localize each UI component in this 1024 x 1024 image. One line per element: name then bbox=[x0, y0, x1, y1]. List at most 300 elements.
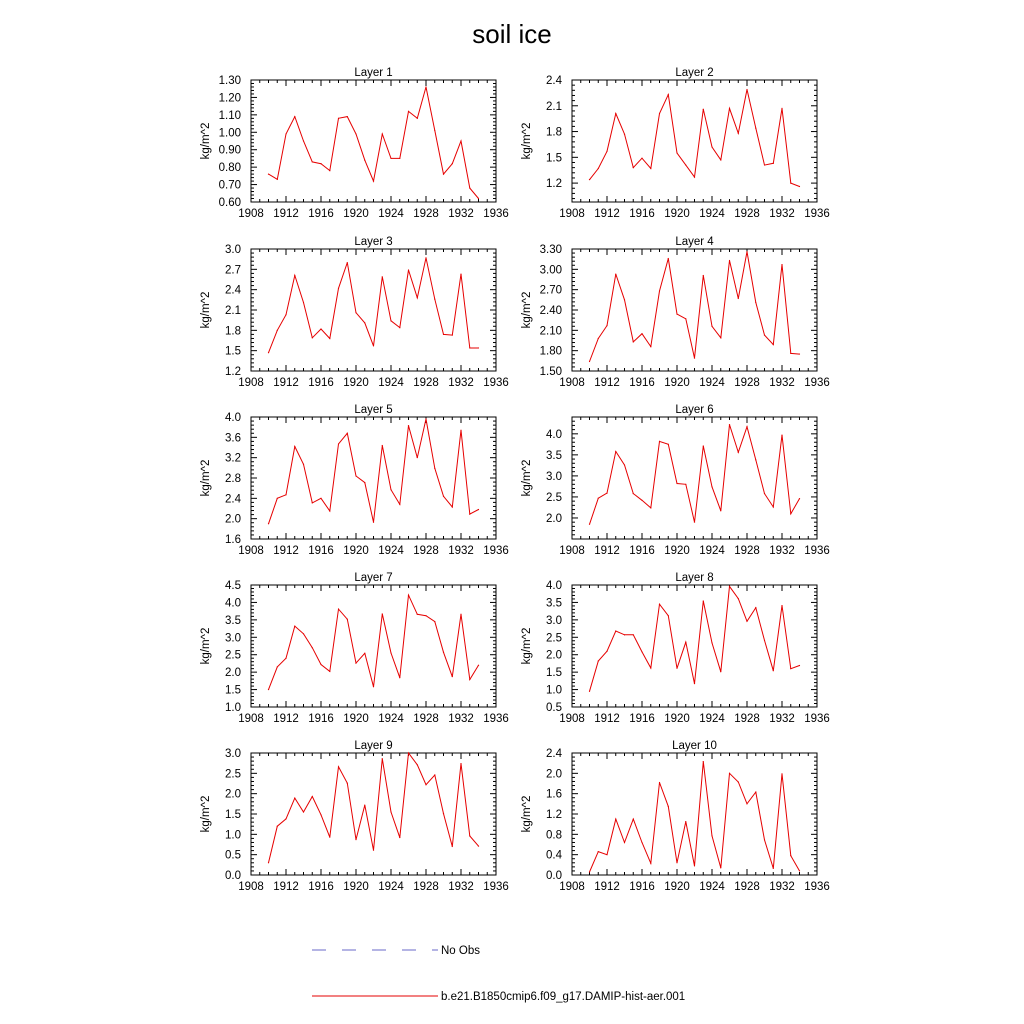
y-tick-label: 3.0 bbox=[546, 614, 562, 627]
data-point bbox=[781, 434, 782, 435]
data-point bbox=[469, 187, 470, 188]
data-point bbox=[773, 506, 774, 507]
x-tick-label: 1908 bbox=[559, 713, 585, 725]
data-point bbox=[478, 198, 479, 199]
data-point bbox=[720, 337, 721, 338]
y-tick-label: 2.5 bbox=[225, 649, 241, 662]
series-line bbox=[590, 425, 800, 525]
y-tick-label: 1.80 bbox=[539, 345, 562, 358]
data-point bbox=[694, 176, 695, 177]
series-line bbox=[269, 595, 479, 690]
data-point bbox=[755, 302, 756, 303]
data-point bbox=[312, 337, 313, 338]
data-point bbox=[799, 186, 800, 187]
figure-title: soil ice bbox=[472, 19, 552, 49]
data-point bbox=[303, 464, 304, 465]
y-tick-label: 2.0 bbox=[225, 667, 241, 680]
panel-layer-1 bbox=[200, 67, 509, 220]
series-line bbox=[590, 762, 800, 872]
panel-title: Layer 7 bbox=[354, 572, 393, 584]
series-line bbox=[269, 87, 479, 199]
data-point bbox=[390, 489, 391, 490]
x-tick-label: 1924 bbox=[378, 208, 404, 220]
y-tick-label: 2.4 bbox=[225, 284, 241, 297]
data-point bbox=[434, 130, 435, 131]
x-tick-label: 1908 bbox=[559, 208, 585, 220]
data-point bbox=[338, 443, 339, 444]
x-tick-label: 1908 bbox=[559, 881, 585, 893]
data-point bbox=[633, 634, 634, 635]
data-point bbox=[294, 446, 295, 447]
data-point bbox=[729, 260, 730, 261]
data-point bbox=[711, 326, 712, 327]
y-tick-label: 0.90 bbox=[218, 144, 241, 157]
data-point bbox=[443, 813, 444, 814]
x-tick-label: 1908 bbox=[559, 545, 585, 557]
panel-layer-5 bbox=[200, 404, 509, 557]
data-point bbox=[382, 445, 383, 446]
plot-frame bbox=[251, 80, 496, 202]
data-point bbox=[408, 269, 409, 270]
legend-model-label: b.e21.B1850cmip6.f09_g17.DAMIP-hist-aer.001 bbox=[441, 991, 686, 1003]
data-point bbox=[764, 839, 765, 840]
data-point bbox=[773, 868, 774, 869]
data-point bbox=[729, 424, 730, 425]
data-point bbox=[773, 163, 774, 164]
y-tick-label: 2.1 bbox=[225, 305, 241, 317]
data-point bbox=[294, 798, 295, 799]
data-point bbox=[781, 773, 782, 774]
y-tick-label: 1.5 bbox=[546, 667, 562, 680]
data-point bbox=[659, 113, 660, 114]
series-line bbox=[269, 419, 479, 524]
x-tick-label: 1924 bbox=[699, 713, 725, 725]
data-point bbox=[729, 586, 730, 587]
data-point bbox=[615, 630, 616, 631]
data-point bbox=[268, 174, 269, 175]
data-point bbox=[668, 444, 669, 445]
x-tick-label: 1912 bbox=[273, 377, 299, 389]
x-tick-label: 1912 bbox=[594, 881, 620, 893]
x-tick-label: 1916 bbox=[308, 713, 334, 725]
data-point bbox=[347, 782, 348, 783]
data-point bbox=[790, 182, 791, 183]
data-point bbox=[711, 642, 712, 643]
y-tick-label: 0.80 bbox=[218, 162, 241, 175]
data-point bbox=[303, 633, 304, 634]
data-point bbox=[685, 484, 686, 485]
data-point bbox=[729, 108, 730, 109]
data-point bbox=[668, 94, 669, 95]
data-point bbox=[703, 761, 704, 762]
x-tick-label: 1932 bbox=[448, 713, 474, 725]
data-point bbox=[598, 851, 599, 852]
data-point bbox=[434, 621, 435, 622]
x-tick-label: 1932 bbox=[769, 377, 795, 389]
y-tick-label: 1.8 bbox=[225, 325, 241, 338]
data-point bbox=[641, 651, 642, 652]
data-point bbox=[268, 862, 269, 863]
x-tick-label: 1920 bbox=[664, 208, 690, 220]
y-axis-label: kg/m^2 bbox=[521, 291, 533, 329]
data-point bbox=[589, 361, 590, 362]
x-tick-label: 1912 bbox=[594, 545, 620, 557]
data-point bbox=[668, 806, 669, 807]
y-axis-label: kg/m^2 bbox=[200, 291, 212, 329]
data-point bbox=[347, 619, 348, 620]
data-point bbox=[746, 89, 747, 90]
x-tick-label: 1924 bbox=[699, 208, 725, 220]
data-point bbox=[425, 418, 426, 419]
y-axis-label: kg/m^2 bbox=[200, 627, 212, 665]
data-point bbox=[694, 358, 695, 359]
data-point bbox=[277, 330, 278, 331]
data-point bbox=[624, 464, 625, 465]
data-point bbox=[285, 658, 286, 659]
data-point bbox=[641, 158, 642, 159]
data-point bbox=[676, 152, 677, 153]
series-line bbox=[269, 258, 479, 353]
y-tick-label: 3.30 bbox=[539, 244, 562, 256]
data-point bbox=[460, 140, 461, 141]
y-tick-label: 3.0 bbox=[225, 632, 241, 645]
data-point bbox=[720, 159, 721, 160]
data-point bbox=[425, 615, 426, 616]
data-point bbox=[746, 803, 747, 804]
data-point bbox=[676, 483, 677, 484]
series-line bbox=[590, 90, 800, 187]
data-point bbox=[382, 276, 383, 277]
x-tick-label: 1936 bbox=[804, 545, 830, 557]
data-point bbox=[589, 179, 590, 180]
data-point bbox=[606, 651, 607, 652]
y-tick-label: 0.0 bbox=[546, 870, 562, 882]
data-point bbox=[434, 774, 435, 775]
y-tick-label: 4.5 bbox=[225, 580, 241, 592]
x-tick-label: 1932 bbox=[448, 377, 474, 389]
x-tick-label: 1932 bbox=[769, 881, 795, 893]
y-tick-label: 2.5 bbox=[225, 768, 241, 781]
x-tick-label: 1928 bbox=[734, 713, 760, 725]
data-point bbox=[373, 850, 374, 851]
y-tick-label: 3.5 bbox=[546, 597, 562, 610]
x-tick-label: 1932 bbox=[448, 208, 474, 220]
data-point bbox=[478, 347, 479, 348]
data-point bbox=[589, 871, 590, 872]
data-point bbox=[329, 170, 330, 171]
data-point bbox=[755, 128, 756, 129]
series-line bbox=[269, 753, 479, 863]
data-point bbox=[399, 677, 400, 678]
panel-layer-7 bbox=[200, 572, 509, 725]
plot-frame bbox=[251, 585, 496, 707]
y-axis-label: kg/m^2 bbox=[200, 122, 212, 160]
x-tick-label: 1928 bbox=[734, 377, 760, 389]
data-point bbox=[329, 837, 330, 838]
data-point bbox=[633, 341, 634, 342]
data-point bbox=[390, 320, 391, 321]
data-point bbox=[676, 313, 677, 314]
data-point bbox=[799, 498, 800, 499]
data-point bbox=[355, 839, 356, 840]
data-point bbox=[373, 522, 374, 523]
x-tick-label: 1912 bbox=[273, 881, 299, 893]
data-point bbox=[729, 773, 730, 774]
y-tick-label: 2.4 bbox=[546, 75, 562, 87]
panel-layer-8 bbox=[521, 572, 830, 725]
data-point bbox=[606, 325, 607, 326]
data-point bbox=[417, 614, 418, 615]
x-tick-label: 1916 bbox=[629, 545, 655, 557]
data-point bbox=[355, 475, 356, 476]
data-point bbox=[641, 500, 642, 501]
data-point bbox=[703, 445, 704, 446]
x-tick-label: 1908 bbox=[238, 208, 264, 220]
x-tick-label: 1920 bbox=[664, 713, 690, 725]
data-point bbox=[268, 352, 269, 353]
y-axis-label: kg/m^2 bbox=[521, 459, 533, 497]
data-point bbox=[417, 764, 418, 765]
panel-title: Layer 6 bbox=[675, 404, 714, 416]
x-tick-label: 1912 bbox=[594, 208, 620, 220]
data-point bbox=[294, 275, 295, 276]
data-point bbox=[460, 763, 461, 764]
panel-title: Layer 9 bbox=[354, 740, 393, 752]
x-tick-label: 1916 bbox=[629, 377, 655, 389]
panel-title: Layer 4 bbox=[675, 236, 714, 248]
x-tick-label: 1928 bbox=[734, 545, 760, 557]
x-tick-label: 1912 bbox=[273, 208, 299, 220]
data-point bbox=[408, 111, 409, 112]
data-point bbox=[460, 614, 461, 615]
data-point bbox=[452, 163, 453, 164]
x-tick-label: 1916 bbox=[308, 881, 334, 893]
data-point bbox=[606, 854, 607, 855]
data-point bbox=[633, 167, 634, 168]
x-tick-label: 1920 bbox=[343, 881, 369, 893]
data-point bbox=[294, 116, 295, 117]
data-point bbox=[790, 668, 791, 669]
data-point bbox=[711, 486, 712, 487]
plot-frame bbox=[572, 80, 817, 202]
panel-title: Layer 8 bbox=[675, 572, 714, 584]
data-point bbox=[364, 482, 365, 483]
data-point bbox=[285, 818, 286, 819]
data-point bbox=[443, 334, 444, 335]
data-point bbox=[390, 652, 391, 653]
y-tick-label: 2.0 bbox=[546, 512, 562, 525]
x-tick-label: 1912 bbox=[594, 713, 620, 725]
data-point bbox=[364, 653, 365, 654]
y-tick-label: 3.2 bbox=[225, 452, 241, 465]
data-point bbox=[460, 430, 461, 431]
data-point bbox=[615, 113, 616, 114]
data-point bbox=[312, 502, 313, 503]
data-point bbox=[312, 796, 313, 797]
data-point bbox=[755, 607, 756, 608]
series-line bbox=[590, 252, 800, 362]
data-point bbox=[685, 318, 686, 319]
data-point bbox=[373, 686, 374, 687]
data-point bbox=[399, 504, 400, 505]
data-point bbox=[478, 846, 479, 847]
data-point bbox=[469, 513, 470, 514]
data-point bbox=[312, 161, 313, 162]
data-point bbox=[624, 634, 625, 635]
y-tick-label: 1.0 bbox=[546, 684, 562, 697]
data-point bbox=[633, 818, 634, 819]
y-tick-label: 1.5 bbox=[225, 345, 241, 358]
data-point bbox=[320, 328, 321, 329]
data-point bbox=[355, 133, 356, 134]
x-tick-label: 1928 bbox=[413, 377, 439, 389]
data-point bbox=[373, 345, 374, 346]
data-point bbox=[373, 180, 374, 181]
x-tick-label: 1920 bbox=[343, 545, 369, 557]
y-tick-label: 1.5 bbox=[225, 809, 241, 821]
data-point bbox=[711, 146, 712, 147]
x-tick-label: 1924 bbox=[378, 881, 404, 893]
y-tick-label: 4.0 bbox=[225, 597, 241, 610]
data-point bbox=[615, 451, 616, 452]
x-tick-label: 1916 bbox=[629, 713, 655, 725]
y-tick-label: 2.0 bbox=[546, 768, 562, 781]
data-point bbox=[277, 826, 278, 827]
data-point bbox=[434, 299, 435, 300]
data-point bbox=[668, 615, 669, 616]
data-point bbox=[633, 493, 634, 494]
data-point bbox=[294, 626, 295, 627]
x-tick-label: 1936 bbox=[804, 713, 830, 725]
x-tick-label: 1908 bbox=[238, 713, 264, 725]
data-point bbox=[285, 133, 286, 134]
data-point bbox=[703, 109, 704, 110]
data-point bbox=[615, 818, 616, 819]
data-point bbox=[382, 133, 383, 134]
x-tick-label: 1920 bbox=[343, 713, 369, 725]
data-point bbox=[469, 835, 470, 836]
y-tick-label: 3.00 bbox=[539, 264, 562, 277]
data-point bbox=[347, 433, 348, 434]
y-tick-label: 2.0 bbox=[225, 788, 241, 801]
x-tick-label: 1936 bbox=[483, 208, 509, 220]
data-point bbox=[417, 297, 418, 298]
y-tick-label: 2.7 bbox=[225, 264, 241, 277]
y-tick-label: 2.0 bbox=[225, 513, 241, 526]
x-tick-label: 1916 bbox=[629, 881, 655, 893]
y-tick-label: 3.0 bbox=[546, 470, 562, 483]
data-point bbox=[268, 523, 269, 524]
data-point bbox=[338, 608, 339, 609]
y-tick-label: 0.5 bbox=[546, 702, 562, 714]
x-tick-label: 1924 bbox=[699, 881, 725, 893]
y-tick-label: 0.4 bbox=[546, 849, 562, 862]
panel-title: Layer 3 bbox=[354, 236, 393, 248]
y-tick-label: 1.6 bbox=[225, 534, 241, 546]
x-tick-label: 1928 bbox=[413, 208, 439, 220]
y-tick-label: 4.0 bbox=[546, 580, 562, 592]
y-tick-label: 0.60 bbox=[218, 197, 241, 209]
data-point bbox=[408, 425, 409, 426]
data-point bbox=[720, 671, 721, 672]
data-point bbox=[606, 493, 607, 494]
data-point bbox=[478, 509, 479, 510]
y-axis-label: kg/m^2 bbox=[200, 795, 212, 833]
y-axis-label: kg/m^2 bbox=[521, 122, 533, 160]
data-point bbox=[417, 457, 418, 458]
data-point bbox=[452, 846, 453, 847]
x-tick-label: 1936 bbox=[483, 713, 509, 725]
data-point bbox=[799, 353, 800, 354]
y-tick-label: 1.2 bbox=[546, 809, 562, 821]
panel-title: Layer 1 bbox=[354, 67, 393, 79]
plot-frame bbox=[251, 249, 496, 371]
data-point bbox=[764, 640, 765, 641]
x-tick-label: 1932 bbox=[769, 545, 795, 557]
data-point bbox=[434, 468, 435, 469]
data-point bbox=[589, 691, 590, 692]
y-tick-label: 4.0 bbox=[225, 412, 241, 424]
data-point bbox=[338, 766, 339, 767]
legend-obs-label: No Obs bbox=[441, 945, 480, 957]
x-tick-label: 1908 bbox=[238, 881, 264, 893]
data-point bbox=[329, 338, 330, 339]
data-point bbox=[320, 664, 321, 665]
x-tick-label: 1924 bbox=[378, 713, 404, 725]
data-point bbox=[790, 513, 791, 514]
data-point bbox=[624, 134, 625, 135]
y-axis-label: kg/m^2 bbox=[521, 795, 533, 833]
panel-title: Layer 10 bbox=[672, 740, 717, 752]
x-tick-label: 1932 bbox=[769, 713, 795, 725]
data-point bbox=[355, 662, 356, 663]
x-tick-label: 1924 bbox=[378, 377, 404, 389]
x-tick-label: 1936 bbox=[804, 377, 830, 389]
panel-layer-3 bbox=[200, 236, 509, 389]
y-tick-label: 1.2 bbox=[225, 366, 241, 378]
data-point bbox=[624, 299, 625, 300]
x-tick-label: 1928 bbox=[413, 545, 439, 557]
data-point bbox=[390, 158, 391, 159]
data-point bbox=[425, 86, 426, 87]
x-tick-label: 1916 bbox=[629, 208, 655, 220]
y-tick-label: 1.30 bbox=[218, 75, 241, 87]
y-tick-label: 3.0 bbox=[225, 244, 241, 256]
data-point bbox=[425, 257, 426, 258]
data-point bbox=[694, 865, 695, 866]
data-point bbox=[417, 118, 418, 119]
x-tick-label: 1928 bbox=[734, 881, 760, 893]
data-point bbox=[589, 524, 590, 525]
y-tick-label: 1.50 bbox=[539, 366, 562, 378]
data-point bbox=[764, 334, 765, 335]
data-point bbox=[703, 275, 704, 276]
y-tick-label: 2.8 bbox=[225, 473, 241, 485]
data-point bbox=[460, 273, 461, 274]
data-point bbox=[738, 598, 739, 599]
x-tick-label: 1928 bbox=[413, 713, 439, 725]
data-point bbox=[781, 108, 782, 109]
y-tick-label: 3.5 bbox=[225, 614, 241, 627]
x-tick-label: 1932 bbox=[448, 881, 474, 893]
y-tick-label: 2.4 bbox=[225, 493, 241, 506]
data-point bbox=[650, 168, 651, 169]
x-tick-label: 1924 bbox=[699, 377, 725, 389]
y-tick-label: 2.1 bbox=[546, 100, 562, 113]
y-tick-label: 2.4 bbox=[546, 748, 562, 760]
y-axis-label: kg/m^2 bbox=[200, 459, 212, 497]
data-point bbox=[746, 251, 747, 252]
